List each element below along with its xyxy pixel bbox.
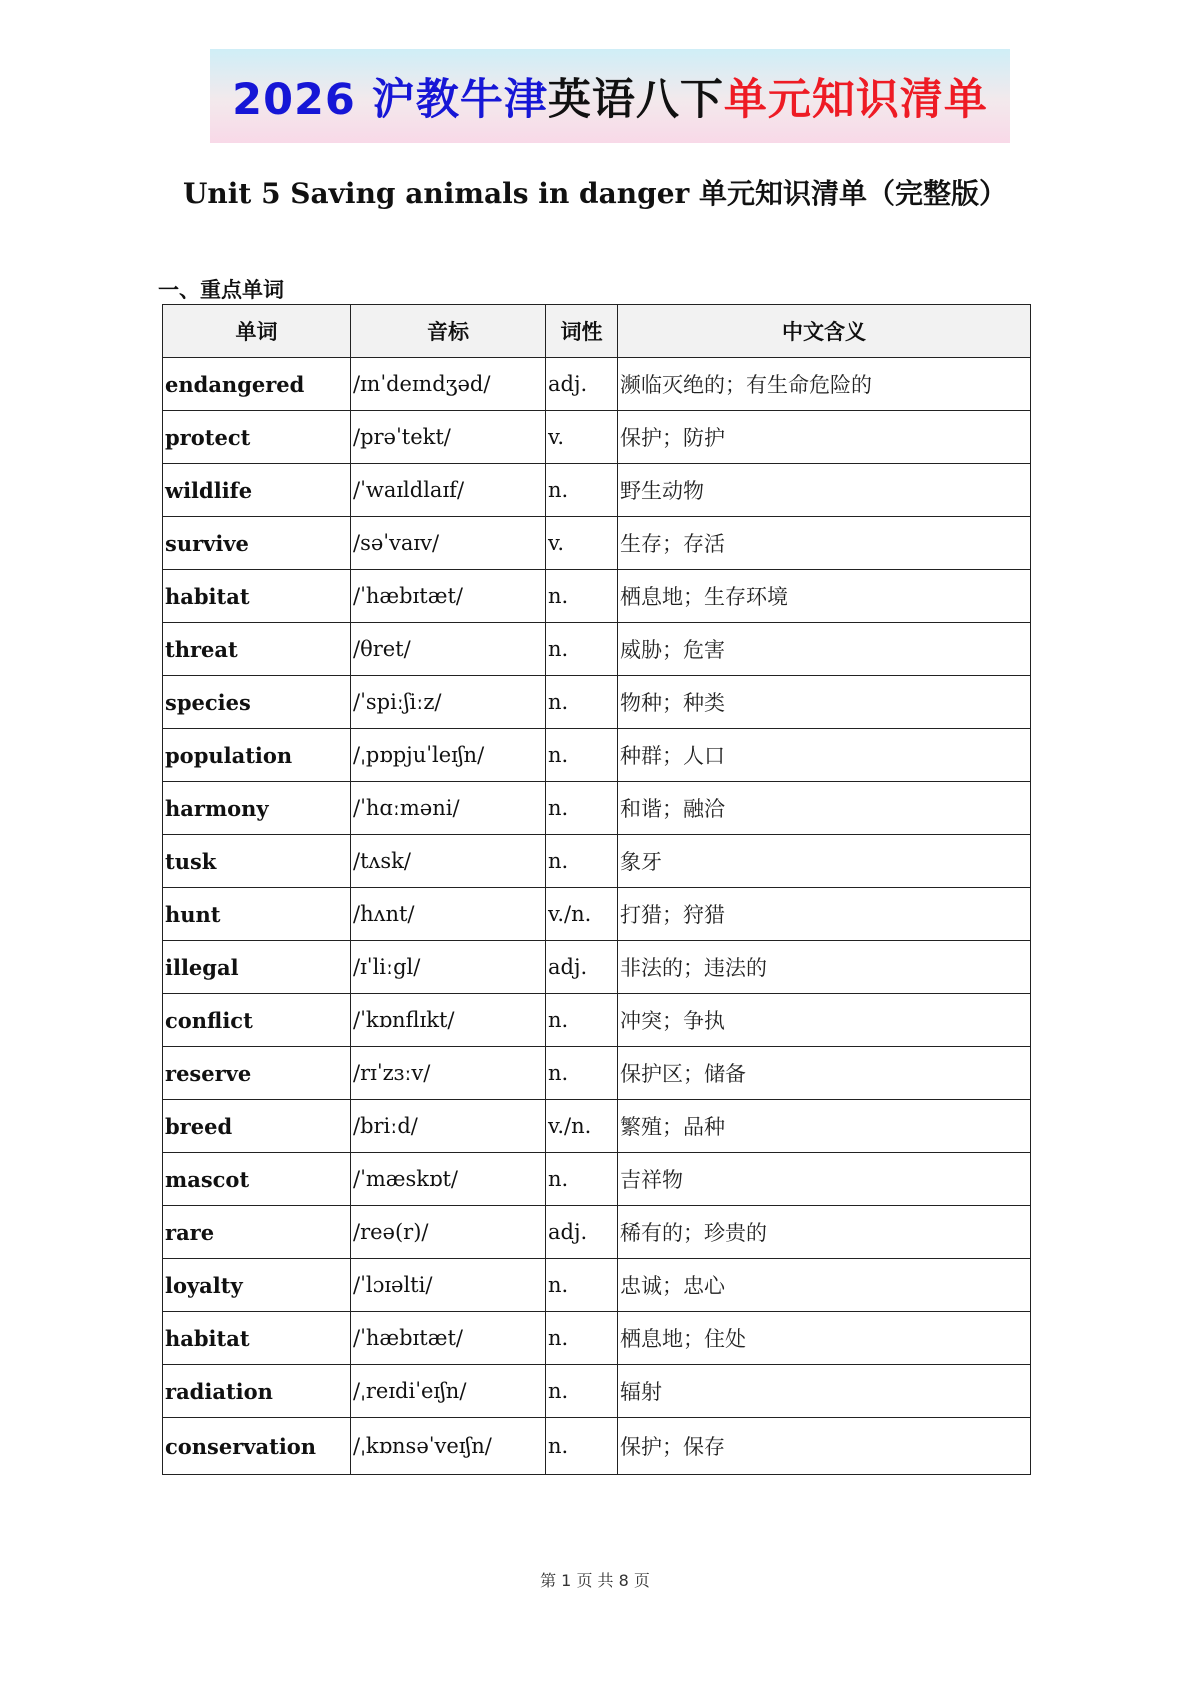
cell-meaning: 冲突；争执 xyxy=(618,994,1031,1047)
cell-word: mascot xyxy=(163,1153,351,1206)
cell-part-of-speech: n. xyxy=(546,1047,618,1100)
cell-meaning: 非法的；违法的 xyxy=(618,941,1031,994)
table-row xyxy=(163,994,1031,1047)
cell-meaning: 种群；人口 xyxy=(618,729,1031,782)
table-row xyxy=(163,517,1031,570)
cell-part-of-speech: n. xyxy=(546,676,618,729)
table-row xyxy=(163,1418,1031,1475)
table-row xyxy=(163,1312,1031,1365)
table-row xyxy=(163,464,1031,517)
document-title: Unit 5 Saving animals in danger 单元知识清单（完整版） xyxy=(182,177,1008,210)
table-row xyxy=(163,1100,1031,1153)
cell-part-of-speech: n. xyxy=(546,782,618,835)
cell-part-of-speech: n. xyxy=(546,994,618,1047)
cell-part-of-speech: adj. xyxy=(546,941,618,994)
cell-phonetic: /reə(r)/ xyxy=(351,1206,546,1259)
cell-part-of-speech: v./n. xyxy=(546,1100,618,1153)
cell-part-of-speech: n. xyxy=(546,1153,618,1206)
cell-word: species xyxy=(163,676,351,729)
vocabulary-table xyxy=(162,304,1031,1475)
cell-word: radiation xyxy=(163,1365,351,1418)
cell-part-of-speech: n. xyxy=(546,1312,618,1365)
cell-meaning: 物种；种类 xyxy=(618,676,1031,729)
section-heading: 一、重点单词 xyxy=(158,277,284,302)
cell-word: illegal xyxy=(163,941,351,994)
cell-meaning: 稀有的；珍贵的 xyxy=(618,1206,1031,1259)
table-row xyxy=(163,888,1031,941)
cell-part-of-speech: n. xyxy=(546,1418,618,1475)
table-row xyxy=(163,941,1031,994)
cell-phonetic: /ˌkɒnsəˈveɪʃn/ xyxy=(351,1418,546,1475)
cell-phonetic: /ɪnˈdeɪndʒəd/ xyxy=(351,358,546,411)
cell-phonetic: /ˈhɑːməni/ xyxy=(351,782,546,835)
cell-meaning: 繁殖；品种 xyxy=(618,1100,1031,1153)
cell-word: protect xyxy=(163,411,351,464)
cell-phonetic: /ˈmæskɒt/ xyxy=(351,1153,546,1206)
cell-part-of-speech: n. xyxy=(546,1365,618,1418)
table-row xyxy=(163,1365,1031,1418)
cell-word: survive xyxy=(163,517,351,570)
cell-word: breed xyxy=(163,1100,351,1153)
header-phonetic: 音标 xyxy=(351,305,546,358)
table-row xyxy=(163,729,1031,782)
table-row xyxy=(163,1153,1031,1206)
cell-meaning: 保护；保存 xyxy=(618,1418,1031,1475)
cell-phonetic: /ˈhæbɪtæt/ xyxy=(351,1312,546,1365)
cell-word: conflict xyxy=(163,994,351,1047)
cell-phonetic: /rɪˈzɜːv/ xyxy=(351,1047,546,1100)
cell-meaning: 和谐；融洽 xyxy=(618,782,1031,835)
cell-meaning: 保护区；储备 xyxy=(618,1047,1031,1100)
page-footer: 第 1 页 共 8 页 xyxy=(540,1571,650,1590)
cell-phonetic: /ˈlɔɪəlti/ xyxy=(351,1259,546,1312)
cell-phonetic: /ˈspiːʃiːz/ xyxy=(351,676,546,729)
cell-phonetic: /ˌpɒpjuˈleɪʃn/ xyxy=(351,729,546,782)
header-banner xyxy=(210,49,1010,143)
cell-part-of-speech: adj. xyxy=(546,358,618,411)
cell-part-of-speech: v./n. xyxy=(546,888,618,941)
cell-phonetic: /prəˈtekt/ xyxy=(351,411,546,464)
cell-phonetic: /ɪˈliːgl/ xyxy=(351,941,546,994)
table-row xyxy=(163,623,1031,676)
cell-word: hunt xyxy=(163,888,351,941)
banner-text-red: 单元知识清单 xyxy=(723,74,988,125)
cell-phonetic: /ˈkɒnflɪkt/ xyxy=(351,994,546,1047)
cell-phonetic: /tʌsk/ xyxy=(351,835,546,888)
banner-text-black: 英语八下 xyxy=(547,74,724,125)
cell-meaning: 辐射 xyxy=(618,1365,1031,1418)
cell-word: tusk xyxy=(163,835,351,888)
table-header-row xyxy=(163,305,1031,358)
cell-part-of-speech: n. xyxy=(546,570,618,623)
table-row xyxy=(163,782,1031,835)
cell-word: habitat xyxy=(163,570,351,623)
table-row xyxy=(163,1259,1031,1312)
table-row xyxy=(163,1206,1031,1259)
cell-word: wildlife xyxy=(163,464,351,517)
cell-word: threat xyxy=(163,623,351,676)
cell-word: habitat xyxy=(163,1312,351,1365)
cell-meaning: 威胁；危害 xyxy=(618,623,1031,676)
cell-meaning: 打猎；狩猎 xyxy=(618,888,1031,941)
cell-word: rare xyxy=(163,1206,351,1259)
header-word: 单词 xyxy=(163,305,351,358)
table-row xyxy=(163,358,1031,411)
cell-word: harmony xyxy=(163,782,351,835)
table-row xyxy=(163,1047,1031,1100)
header-meaning: 中文含义 xyxy=(618,305,1031,358)
cell-word: reserve xyxy=(163,1047,351,1100)
cell-phonetic: /ˈwaɪldlaɪf/ xyxy=(351,464,546,517)
cell-phonetic: /θret/ xyxy=(351,623,546,676)
cell-meaning: 濒临灭绝的；有生命危险的 xyxy=(618,358,1031,411)
table-row xyxy=(163,676,1031,729)
cell-meaning: 栖息地；住处 xyxy=(618,1312,1031,1365)
header-part-of-speech: 词性 xyxy=(546,305,618,358)
cell-part-of-speech: adj. xyxy=(546,1206,618,1259)
cell-phonetic: /ˈhæbɪtæt/ xyxy=(351,570,546,623)
cell-part-of-speech: n. xyxy=(546,623,618,676)
cell-word: endangered xyxy=(163,358,351,411)
cell-part-of-speech: n. xyxy=(546,835,618,888)
cell-word: conservation xyxy=(163,1418,351,1475)
cell-meaning: 栖息地；生存环境 xyxy=(618,570,1031,623)
cell-phonetic: /briːd/ xyxy=(351,1100,546,1153)
cell-part-of-speech: n. xyxy=(546,464,618,517)
cell-meaning: 保护；防护 xyxy=(618,411,1031,464)
table-row xyxy=(163,835,1031,888)
cell-phonetic: /səˈvaɪv/ xyxy=(351,517,546,570)
cell-part-of-speech: n. xyxy=(546,729,618,782)
table-row xyxy=(163,411,1031,464)
cell-word: population xyxy=(163,729,351,782)
cell-meaning: 生存；存活 xyxy=(618,517,1031,570)
banner-text-blue: 2026 沪教牛津 xyxy=(232,74,548,125)
cell-meaning: 忠诚；忠心 xyxy=(618,1259,1031,1312)
cell-part-of-speech: v. xyxy=(546,517,618,570)
cell-meaning: 野生动物 xyxy=(618,464,1031,517)
cell-phonetic: /hʌnt/ xyxy=(351,888,546,941)
cell-part-of-speech: v. xyxy=(546,411,618,464)
cell-meaning: 象牙 xyxy=(618,835,1031,888)
cell-meaning: 吉祥物 xyxy=(618,1153,1031,1206)
cell-phonetic: /ˌreɪdiˈeɪʃn/ xyxy=(351,1365,546,1418)
cell-word: loyalty xyxy=(163,1259,351,1312)
cell-part-of-speech: n. xyxy=(546,1259,618,1312)
table-row xyxy=(163,570,1031,623)
